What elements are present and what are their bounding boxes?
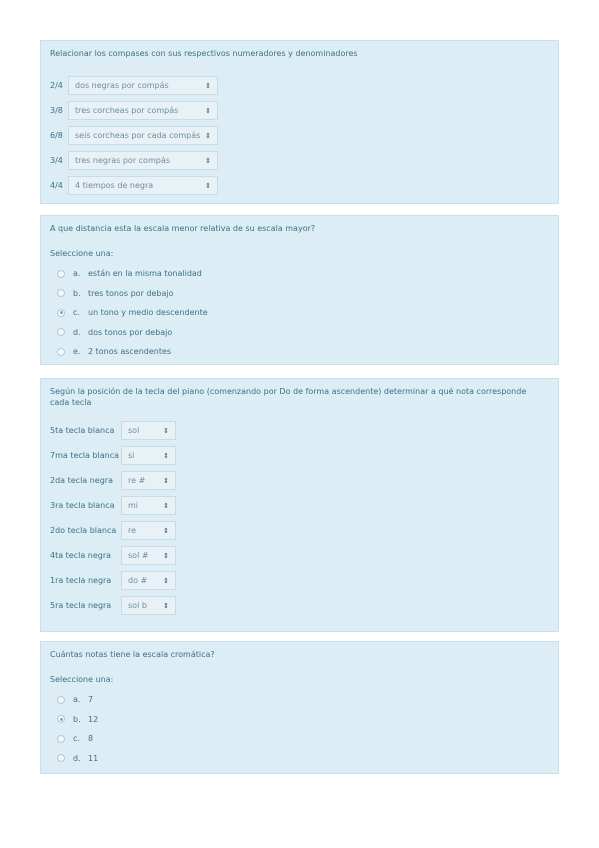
- option-a[interactable]: [50, 690, 549, 710]
- match-label: 3/4: [50, 156, 63, 165]
- match-row: [50, 123, 549, 148]
- select-value: re #: [128, 476, 146, 485]
- match-label: 1ra tecla negra: [50, 576, 112, 585]
- sort-arrows-icon: ⇕: [163, 476, 169, 485]
- match-select[interactable]: [68, 76, 218, 95]
- match-label: 2/4: [50, 81, 63, 90]
- sort-arrows-icon: ⇕: [205, 106, 211, 115]
- question-4-text: Cuántas notas tiene la escala cromática?: [50, 650, 215, 659]
- match-row: [50, 443, 549, 468]
- option-letter: b.: [73, 714, 81, 724]
- option-text: están en la misma tonalidad: [88, 269, 202, 279]
- question-1-card: [40, 40, 559, 204]
- sort-arrows-icon: ⇕: [163, 551, 169, 560]
- select-value: tres negras por compás: [75, 156, 170, 165]
- select-value: re: [128, 526, 137, 535]
- question-3-text-line2: cada tecla: [50, 398, 92, 407]
- radio-icon[interactable]: [57, 754, 65, 762]
- match-select[interactable]: [68, 101, 218, 120]
- select-value: dos negras por compás: [75, 81, 169, 90]
- option-letter: c.: [73, 308, 80, 318]
- match-label: 3/8: [50, 106, 63, 115]
- radio-icon[interactable]: [57, 309, 65, 317]
- select-one-prompt: Seleccione una:: [50, 675, 114, 684]
- match-row: [50, 98, 549, 123]
- option-b[interactable]: [50, 710, 549, 730]
- match-label: 4/4: [50, 181, 63, 190]
- option-text: 12: [88, 714, 99, 724]
- option-letter: a.: [73, 269, 81, 279]
- option-text: un tono y medio descendente: [88, 308, 208, 318]
- option-b[interactable]: [50, 284, 549, 304]
- option-a[interactable]: [50, 264, 549, 284]
- radio-icon[interactable]: [57, 348, 65, 356]
- match-label: 3ra tecla blanca: [50, 501, 115, 510]
- option-text: dos tonos por debajo: [88, 327, 173, 337]
- match-select[interactable]: [68, 126, 218, 145]
- match-select[interactable]: [121, 471, 176, 490]
- match-label: 5ta tecla blanca: [50, 426, 115, 435]
- option-d[interactable]: [50, 323, 549, 343]
- option-letter: b.: [73, 288, 81, 298]
- question-2-card: [40, 215, 559, 365]
- match-row: [50, 518, 549, 543]
- sort-arrows-icon: ⇕: [205, 181, 211, 190]
- radio-icon[interactable]: [57, 715, 65, 723]
- sort-arrows-icon: ⇕: [163, 451, 169, 460]
- match-label: 7ma tecla blanca: [50, 451, 120, 460]
- match-select[interactable]: [121, 546, 176, 565]
- match-row: [50, 418, 549, 443]
- sort-arrows-icon: ⇕: [163, 426, 169, 435]
- match-label: 2da tecla negra: [50, 476, 113, 485]
- match-select[interactable]: [121, 571, 176, 590]
- radio-icon[interactable]: [57, 270, 65, 278]
- sort-arrows-icon: ⇕: [205, 156, 211, 165]
- option-text: 8: [88, 734, 94, 744]
- select-value: do #: [128, 576, 148, 585]
- match-label: 2do tecla blanca: [50, 526, 117, 535]
- sort-arrows-icon: ⇕: [163, 576, 169, 585]
- option-c[interactable]: [50, 729, 549, 749]
- question-3-text-line1: Según la posición de la tecla del piano (comenzando por Do de forma ascendente) determinar a qué nota corresponde: [50, 387, 527, 396]
- match-label: 4ta tecla negra: [50, 551, 112, 560]
- option-letter: a.: [73, 695, 81, 705]
- match-select[interactable]: [121, 446, 176, 465]
- match-label: 5ra tecla negra: [50, 601, 112, 610]
- select-value: seis corcheas por cada compás: [75, 131, 201, 140]
- radio-icon[interactable]: [57, 696, 65, 704]
- match-select[interactable]: [121, 421, 176, 440]
- match-row: [50, 468, 549, 493]
- option-text: tres tonos por debajo: [88, 288, 174, 298]
- match-label: 6/8: [50, 131, 63, 140]
- sort-arrows-icon: ⇕: [163, 501, 169, 510]
- option-text: 2 tonos ascendentes: [88, 347, 172, 357]
- option-text: 7: [88, 695, 94, 705]
- radio-icon[interactable]: [57, 735, 65, 743]
- select-value: sol #: [128, 551, 149, 560]
- option-c[interactable]: [50, 303, 549, 323]
- match-select[interactable]: [121, 496, 176, 515]
- option-letter: d.: [73, 753, 81, 763]
- option-letter: e.: [73, 347, 81, 357]
- option-d[interactable]: [50, 749, 549, 769]
- question-3-text: [50, 386, 549, 408]
- question-1-text: Relacionar los compases con sus respectivos numeradores y denominadores: [50, 49, 358, 58]
- select-one-prompt: Seleccione una:: [50, 249, 114, 258]
- question-4-card: [40, 641, 559, 774]
- match-row: [50, 173, 549, 198]
- question-3-card: [40, 378, 559, 632]
- match-select[interactable]: [121, 521, 176, 540]
- select-value: mi: [128, 501, 139, 510]
- select-value: sol b: [128, 601, 147, 610]
- sort-arrows-icon: ⇕: [205, 81, 211, 90]
- question-2-text: A que distancia esta la escala menor relativa de su escala mayor?: [50, 224, 316, 233]
- sort-arrows-icon: ⇕: [163, 601, 169, 610]
- match-row: [50, 543, 549, 568]
- match-row: [50, 148, 549, 173]
- option-letter: c.: [73, 734, 80, 744]
- match-select[interactable]: [68, 176, 218, 195]
- select-value: 4 tiempos de negra: [75, 181, 154, 190]
- match-select[interactable]: [68, 151, 218, 170]
- select-value: tres corcheas por compás: [75, 106, 179, 115]
- match-row: [50, 568, 549, 593]
- radio-icon[interactable]: [57, 289, 65, 297]
- option-letter: d.: [73, 327, 81, 337]
- select-value: sol: [128, 426, 140, 435]
- sort-arrows-icon: ⇕: [205, 131, 211, 140]
- select-value: si: [128, 451, 135, 460]
- match-row: [50, 73, 549, 98]
- option-e[interactable]: [50, 342, 549, 362]
- option-text: 11: [88, 753, 99, 763]
- match-row: [50, 593, 549, 618]
- match-row: [50, 493, 549, 518]
- radio-icon[interactable]: [57, 328, 65, 336]
- sort-arrows-icon: ⇕: [163, 526, 169, 535]
- match-select[interactable]: [121, 596, 176, 615]
